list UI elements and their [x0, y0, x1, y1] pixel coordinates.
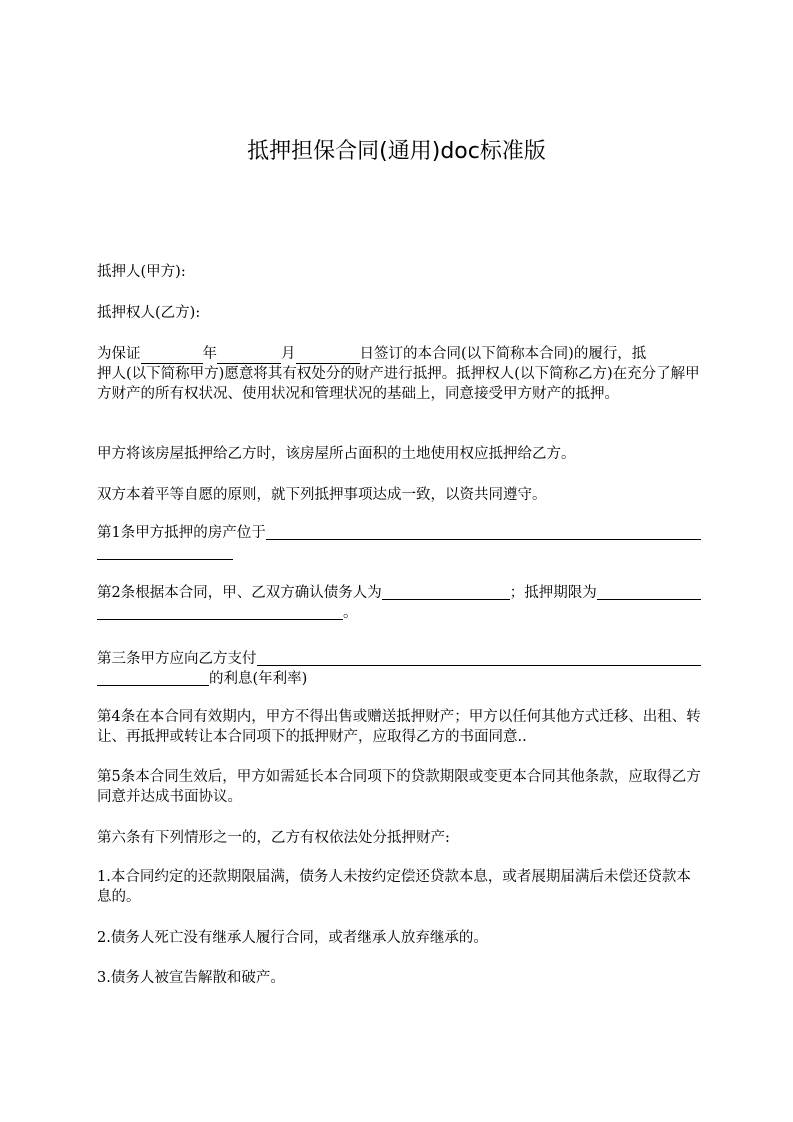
- article-2-part1: 第2条根据本合同，甲、乙双方确认债务人为: [97, 585, 382, 601]
- intro-year: 年: [202, 346, 217, 362]
- land-clause: 甲方将该房屋抵押给乙方时，该房屋所占面积的土地使用权应抵押给乙方。: [97, 446, 576, 462]
- article-3-part1: 第三条甲方应向乙方支付: [97, 651, 257, 667]
- debtor-blank[interactable]: [382, 585, 510, 600]
- article-2: [97, 583, 701, 623]
- article-1: [97, 523, 701, 563]
- intro-rest: 押人(以下简称甲方)愿意将其有权处分的财产进行抵押。抵押权人(以下简称乙方)在充分了解甲方财产的所有权状况、使用状况和管理状况的基础上，同意接受甲方财产的抵押。: [97, 366, 700, 402]
- article-1-text: 第1条甲方抵押的房产位于: [97, 525, 266, 541]
- article-4: 第4条在本合同有效期内，甲方不得出售或赠送抵押财产；甲方以任何其他方式迁移、出租、转让、再抵押或转让本合同项下的抵押财产，应取得乙方的书面同意..: [97, 709, 701, 745]
- mortgagee-label: 抵押权人(乙方):: [97, 305, 201, 321]
- principle-paragraph: 双方本着平等自愿的原则，就下列抵押事项达成一致，以资共同遵守。: [97, 487, 547, 503]
- list-item-2: 2.债务人死亡没有继承人履行合同，或者继承人放弃继承的。: [97, 930, 488, 946]
- property-location-blank[interactable]: [266, 525, 701, 540]
- article-2-part2: ；抵押期限为: [509, 585, 597, 601]
- article-3-part2: 的利息(年利率): [209, 671, 308, 687]
- day-blank[interactable]: [296, 349, 360, 364]
- mortgage-term-blank-2[interactable]: [97, 605, 343, 620]
- article-2-line: [97, 583, 701, 603]
- interest-blank[interactable]: [97, 671, 209, 686]
- article-3-line: [97, 649, 701, 669]
- list-item-1: 1.本合同约定的还款期限届满，债务人未按约定偿还贷款本息，或者展期届满后未偿还贷款本息的。: [97, 869, 691, 905]
- intro-first-line: [97, 344, 701, 364]
- year-blank[interactable]: [141, 349, 203, 364]
- intro-paragraph: [97, 344, 701, 404]
- article-1-line-2: [97, 543, 701, 563]
- mortgage-term-blank[interactable]: [597, 585, 701, 600]
- article-3-line-2: [97, 669, 701, 689]
- month-blank[interactable]: [217, 349, 281, 364]
- article-3: [97, 649, 701, 689]
- intro-month: 月: [281, 346, 296, 362]
- payment-blank[interactable]: [257, 651, 702, 666]
- document-title: 抵押担保合同(通用)doc标准版: [247, 139, 546, 164]
- article-5: 第5条本合同生效后，甲方如需延长本合同项下的贷款期限或变更本合同其他条款，应取得乙方同意并达成书面协议。: [97, 769, 701, 805]
- property-location-blank-2[interactable]: [97, 545, 233, 560]
- intro-part2: 日签订的本合同(以下简称本合同)的履行，抵: [359, 346, 647, 362]
- list-item-3: 3.债务人被宣告解散和破产。: [97, 970, 285, 986]
- article-2-line-2: [97, 603, 701, 623]
- article-2-end: 。: [343, 605, 358, 621]
- mortgagor-label: 抵押人(甲方):: [97, 264, 186, 280]
- article-1-line: [97, 523, 701, 543]
- intro-part1: 为保证: [97, 346, 141, 362]
- article-6: 第六条有下列情形之一的，乙方有权依法处分抵押财产:: [97, 830, 450, 846]
